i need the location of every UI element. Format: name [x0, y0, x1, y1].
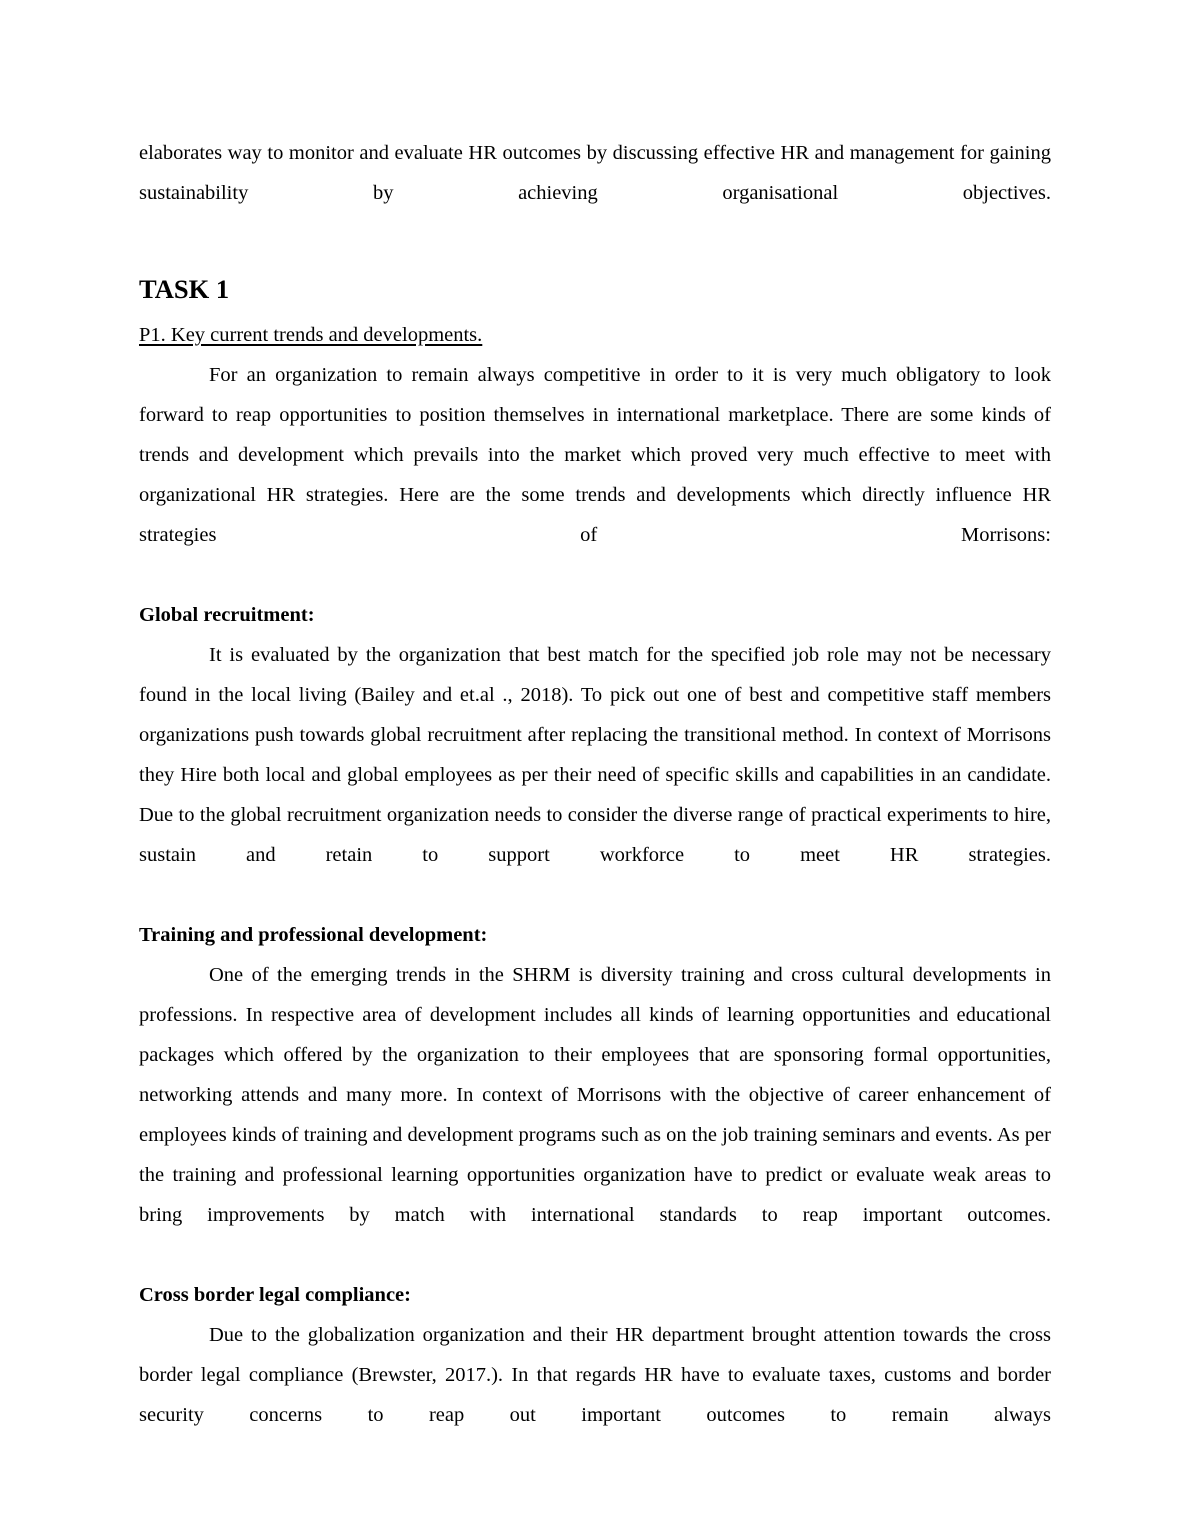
- p1-section-heading: [139, 315, 1051, 355]
- p1-section-heading-text: P1. Key current trends and developments.: [139, 324, 483, 346]
- cross-border-compliance-paragraph: Due to the globalization organization and their HR department brought attention towards the cross border legal compliance (Brewster, 2017.). In that regards HR have to evaluate taxes, customs and border security concerns to reap out important outcomes to remain always: [139, 1324, 1051, 1426]
- training-development-heading: Training and professional development:: [139, 924, 488, 946]
- cross-border-compliance-heading: Cross border legal compliance:: [139, 1284, 411, 1306]
- document-body: [139, 133, 1051, 1475]
- global-recruitment-paragraph: It is evaluated by the organization that best match for the specified job role may not be necessary found in the local living (Bailey and et.al ., 2018). To pick out one of best and competitive staff members organizations push towards global recruitment after replacing the transitional method. In context of Morrisons they Hire both local and global employees as per their need of specific skills and capabilities in an candidate. Due to the global recruitment organization needs to consider the diverse range of practical experiments to hire, sustain and retain to support workforce to meet HR strategies.: [139, 644, 1051, 866]
- p1-intro-paragraph: For an organization to remain always competitive in order to it is very much obligatory to look forward to reap opportunities to position themselves in international marketplace. There are some kinds of trends and development which prevails into the market which proved very much effective to meet with organizational HR strategies. Here are the some trends and developments which directly influence HR strategies of Morrisons:: [139, 364, 1051, 546]
- training-development-paragraph: One of the emerging trends in the SHRM is diversity training and cross cultural developments in professions. In respective area of development includes all kinds of learning opportunities and educational packages which offered by the organization to their employees that are sponsoring formal opportunities, networking attends and many more. In context of Morrisons with the objective of career enhancement of employees kinds of training and development programs such as on the job training seminars and events. As per the training and professional learning opportunities organization have to predict or evaluate weak areas to bring improvements by match with international standards to reap important outcomes.: [139, 964, 1051, 1226]
- global-recruitment-heading: Global recruitment:: [139, 604, 315, 626]
- task-1-heading: TASK 1: [139, 274, 230, 304]
- intro-continuation-paragraph: elaborates way to monitor and evaluate HR outcomes by discussing effective HR and management for gaining sustainability by achieving organisational objectives.: [139, 142, 1051, 204]
